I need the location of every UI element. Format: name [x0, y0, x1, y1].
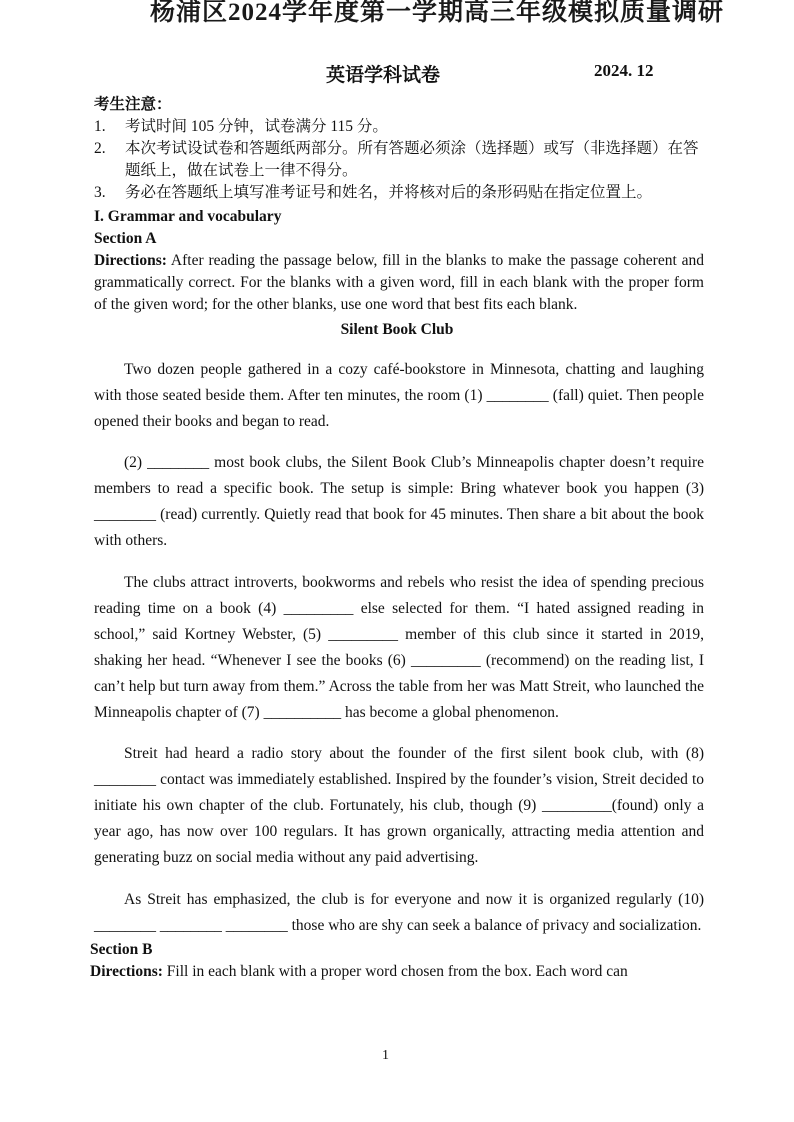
notice-item-text: 本次考试设试卷和答题纸两部分。所有答题必须涂（选择题）或写（非选择题）在答题纸上，做在试卷上一律不得分。 [125, 140, 699, 179]
section-a-directions [94, 250, 704, 316]
notice-item [94, 116, 704, 138]
directions-label: Directions: [90, 962, 163, 980]
subtitle-row [0, 60, 794, 86]
notice-heading: 考生注意： [94, 96, 172, 113]
passage-paragraph: Two dozen people gathered in a cozy café-bookstore in Minnesota, chatting and laughing with those seated beside them. After ten minutes, the room (1) ________ (fall) quiet. Then people opened their books and began to read. [94, 360, 704, 430]
notice-item [94, 182, 704, 204]
directions-label: Directions: [94, 252, 167, 269]
notice-item-text: 考试时间 105 分钟，试卷满分 115 分。 [125, 118, 388, 135]
notice-item-text: 务必在答题纸上填写准考证号和姓名，并将核对后的条形码贴在指定位置上。 [125, 184, 653, 201]
passage-title: Silent Book Club [340, 321, 454, 338]
directions-text: Fill in each blank with a proper word chosen from the box. Each word can [162, 962, 628, 980]
passage-paragraph: As Streit has emphasized, the club is for everyone and now it is organized regularly (10) ________ ________ ________ those who are shy can seek a balance of privacy and socialization. [94, 890, 704, 934]
section-b-heading: Section B [90, 940, 153, 958]
exam-title: 杨浦区2024学年度第一学期高三年级模拟质量调研 [150, 0, 725, 26]
passage-paragraph: Streit had heard a radio story about the founder of the first silent book club, with (8) ________ contact was immediately established. Inspired by the founder’s vision, Streit decided to initiate his own chapter of the club. Fortunately, his club, though (9) _________(found) only a year ago, has now over 100 regulars. It has grown organically, attracting media attention and generating buzz on social media without any paid advertising. [94, 745, 704, 866]
section-a-heading: Section A [94, 230, 157, 247]
subject-title: 英语学科试卷 [326, 65, 441, 86]
page-number: 1 [382, 1048, 389, 1063]
section-b-directions [90, 961, 704, 983]
exam-content [90, 94, 704, 983]
notice-list [90, 116, 704, 204]
notice-item-number: 1. [94, 118, 106, 135]
passage-paragraph: (2) ________ most book clubs, the Silent Book Club’s Minneapolis chapter doesn’t require members to read a specific book. The setup is simple: Bring whatever book you happen (3) ________ (read) currently. Quietly read that book for 45 minutes. Then share a bit about the book with others. [94, 454, 704, 549]
passage-paragraph: The clubs attract introverts, bookworms and rebels who resist the idea of spending precious reading time on a book (4) _________ else selected for them. “I hated assigned reading in school,” said Kortney Webster, (5) _________ member of this club since it started in 2019, shaking her head. “Whenever I see the books (6) _________ (recommend) on the reading list, I can’t help but turn away from them.” Across the table from her was Matt Streit, who launched the Minneapolis chapter of (7) __________ has become a global phenomenon. [94, 573, 704, 721]
directions-text: After reading the passage below, fill in the blanks to make the passage coherent and grammatically correct. For the blanks with a given word, fill in each blank with the proper form of the given word; for the other blanks, use one word that best fits each blank. [94, 252, 704, 313]
part-heading: I. Grammar and vocabulary [94, 208, 282, 225]
notice-item-number: 2. [94, 140, 106, 157]
notice-item-number: 3. [94, 184, 106, 201]
notice-item [94, 138, 704, 182]
exam-date: 2024. 12 [594, 61, 654, 80]
